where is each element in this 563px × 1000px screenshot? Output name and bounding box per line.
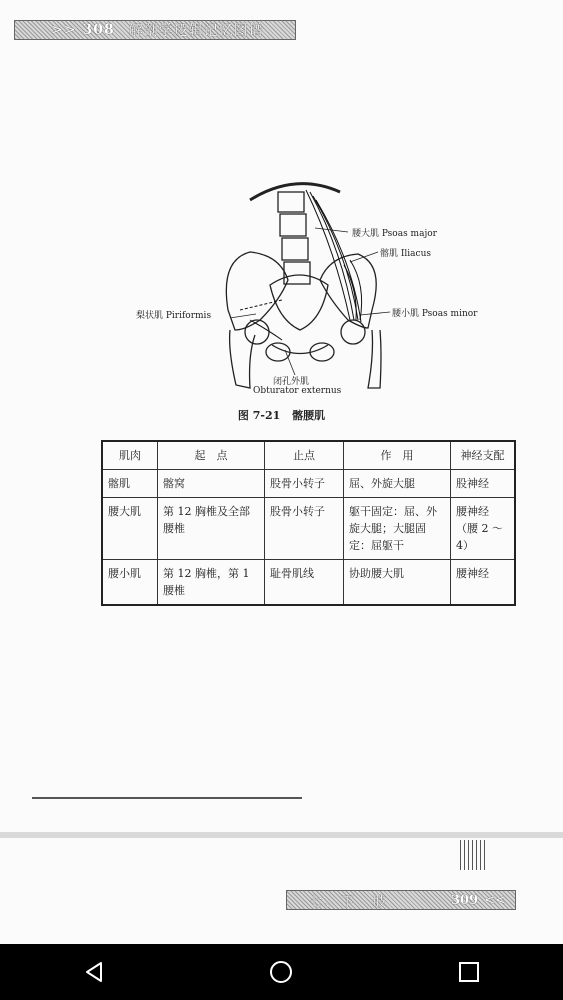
- page-divider-line: [32, 797, 302, 799]
- header-arrows: <<: [484, 892, 506, 908]
- book-page-309: [0, 838, 563, 944]
- iliopsoas-figure: [110, 170, 500, 405]
- back-icon[interactable]: [74, 952, 114, 992]
- table-header: 起 点: [158, 441, 265, 470]
- table-cell: 第 12 胸椎及全部腰椎: [158, 498, 265, 560]
- caption-title: 髂腰肌: [292, 409, 326, 422]
- table-cell: 髂窝: [158, 470, 265, 498]
- navigation-bar: [0, 944, 563, 1000]
- table-header-row: [102, 441, 515, 470]
- page-number: 308: [82, 22, 115, 38]
- table-cell: 髂肌: [102, 470, 158, 498]
- header-arrows: >>: [51, 22, 77, 38]
- table-cell: 股骨小转子: [265, 470, 344, 498]
- table-cell: 耻骨肌线: [265, 560, 344, 606]
- table-cell: 股骨小转子: [265, 498, 344, 560]
- table-cell: 屈、外旋大腿: [344, 470, 451, 498]
- label-psoas-major: 腰大肌 Psoas major: [352, 229, 437, 239]
- label-psoas-minor: 腰小肌 Psoas minor: [392, 309, 478, 319]
- table-header: 神经支配: [451, 441, 516, 470]
- scan-bars: [460, 840, 488, 870]
- label-obturator-en: Obturator externus: [253, 386, 342, 396]
- recents-icon[interactable]: [449, 952, 489, 992]
- label-piriformis: 梨状肌 Piriformis: [136, 311, 212, 321]
- table-header: 作 用: [344, 441, 451, 470]
- home-icon[interactable]: [261, 952, 301, 992]
- page-number: 309: [451, 892, 479, 908]
- table-cell: 腰小肌: [102, 560, 158, 606]
- table-header: 止点: [265, 441, 344, 470]
- table-cell: 第 12 胸椎，第 1 腰椎: [158, 560, 265, 606]
- table-row: [102, 470, 515, 498]
- caption-number: 图 7-21: [237, 409, 281, 422]
- chapter-title: 七、下 肢: [309, 894, 390, 910]
- table-cell: 躯干固定：屈、外旋大腿；大腿固定：屈躯干: [344, 498, 451, 560]
- table-cell: 腰大肌: [102, 498, 158, 560]
- label-iliacus: 髂肌 Iliacus: [380, 249, 431, 259]
- table-cell: 股神经: [451, 470, 516, 498]
- table-row: [102, 560, 515, 606]
- page-header: [286, 890, 516, 910]
- table-cell: 腰神经: [451, 560, 516, 606]
- table-cell: 协助腰大肌: [344, 560, 451, 606]
- book-title: 解剖学逻辑记忆图谱: [128, 23, 264, 39]
- figure-caption: [0, 407, 563, 423]
- pelvis-illustration: [110, 170, 500, 405]
- label-obturator-cn: 闭孔外肌: [273, 377, 310, 387]
- table-cell: 腰神经（腰 2 ～ 4）: [451, 498, 516, 560]
- table-header: 肌肉: [102, 441, 158, 470]
- table-row: [102, 498, 515, 560]
- muscle-table: [101, 440, 516, 606]
- page-header: [14, 20, 296, 40]
